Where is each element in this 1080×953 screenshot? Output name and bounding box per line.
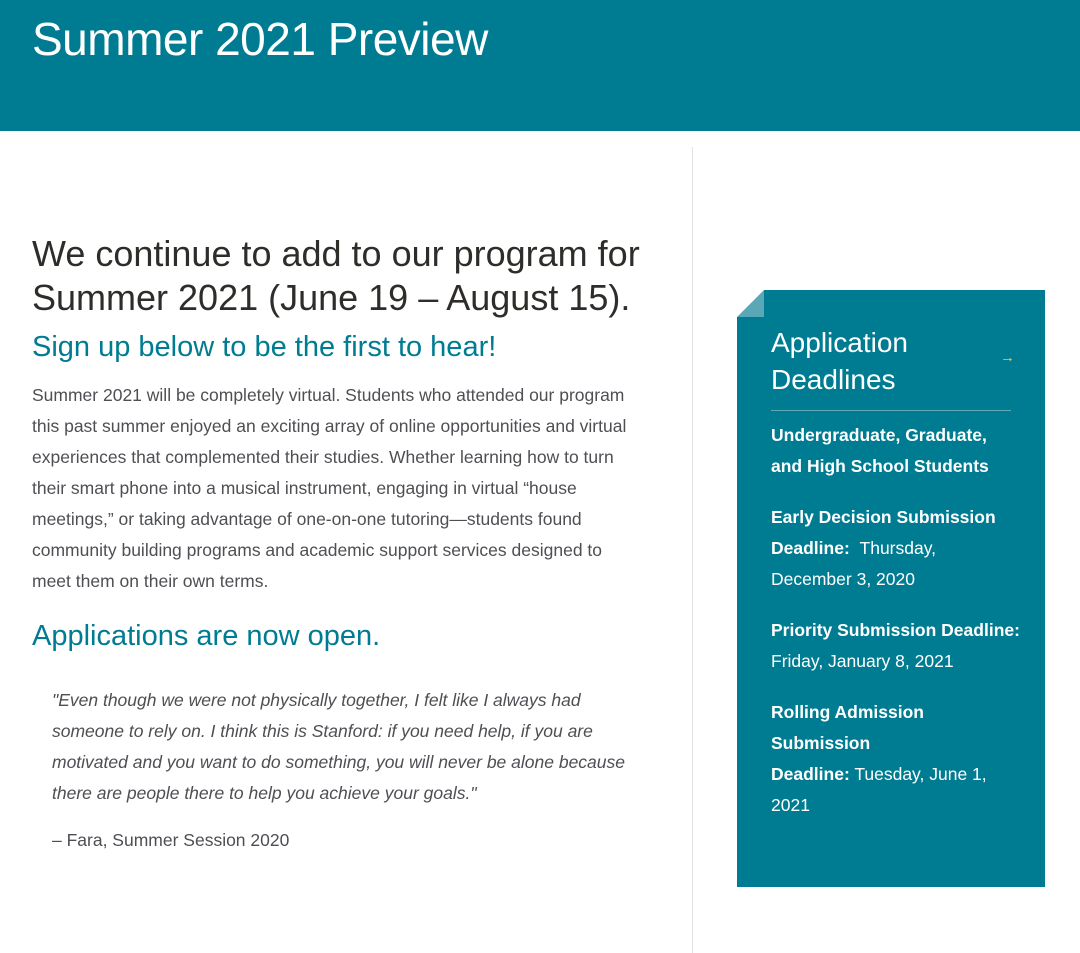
- deadline-label: Priority Submission Deadline:: [771, 620, 1020, 640]
- deadline-label: Rolling Admission Submission: [771, 702, 924, 753]
- deadlines-list: [771, 420, 1021, 841]
- main-content: [32, 232, 652, 856]
- audience-label: Undergraduate, Graduate, and High School Students: [771, 425, 989, 476]
- signup-heading: Sign up below to be the first to hear!: [32, 331, 497, 363]
- deadline-label-line2: Deadline:: [771, 764, 850, 784]
- lead-heading: We continue to add to our program for Summer 2021 (June 19 – August 15).: [32, 233, 640, 318]
- card-header[interactable]: [771, 324, 1015, 411]
- deadline-label: Early Decision Submission Deadline:: [771, 507, 996, 558]
- deadline-date: Friday, January 8, 2021: [771, 651, 954, 671]
- arrow-right-icon[interactable]: →: [1000, 349, 1015, 366]
- column-divider: [692, 147, 693, 953]
- page-title: Summer 2021 Preview: [32, 13, 488, 65]
- quote-attribution: – Fara, Summer Session 2020: [52, 830, 290, 850]
- program-description: Summer 2021 will be completely virtual. Students who attended our program this past summer enjoyed an exciting array of online opportunities and virtual experiences that complemented their studies. Whether learning how to turn their smart phone into a musical instrument, engaging in virtual “house meetings,” or taking advantage of one-on-one tutoring—students found community building programs and academic support services designed to meet them on their own terms.: [32, 385, 627, 591]
- deadline-date: Tuesday, June 1, 2021: [771, 764, 987, 815]
- deadline-item: [771, 502, 1021, 595]
- application-deadlines-card[interactable]: [737, 290, 1045, 887]
- deadline-item: [771, 615, 1021, 677]
- applications-open-heading: Applications are now open.: [32, 620, 381, 652]
- page-banner: [0, 0, 1080, 131]
- deadline-item: [771, 697, 1021, 821]
- deadline-date: Thursday, December 3, 2020: [771, 538, 937, 589]
- corner-fold-decoration: [737, 290, 764, 317]
- student-quote: "Even though we were not physically together, I felt like I always had someone to rely on. I think this is Stanford: if you need help, if you are motivated and you want to do something, you will never be alone because there are people there to help you achieve your goals.": [52, 690, 625, 803]
- card-title[interactable]: Application Deadlines: [771, 327, 908, 395]
